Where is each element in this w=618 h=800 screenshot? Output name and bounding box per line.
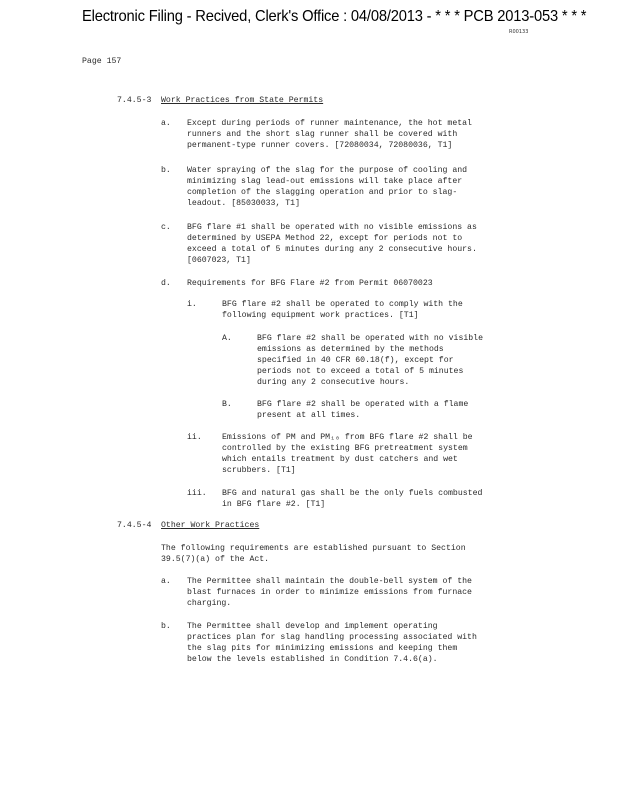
paragraph-line: Except during periods of runner maintenance, the hot metal <box>187 119 472 128</box>
section-title: Work Practices from State Permits <box>161 96 324 105</box>
paragraph-line: completion of the slagging operation and prior to slag- <box>187 188 458 197</box>
paragraph-line: Requirements for BFG Flare #2 from Permit 06070023 <box>187 279 433 288</box>
item-label: d. <box>161 279 171 288</box>
item-label: b. <box>161 166 171 175</box>
paragraph-line: in BFG flare #2. [T1] <box>222 500 326 509</box>
section-title: Other Work Practices <box>161 521 260 530</box>
paragraph-line: minimizing slag lead-out emissions will take place after <box>187 177 463 186</box>
section-number: 7.4.5-4 <box>117 521 152 530</box>
paragraph-line: specified in 40 CFR 60.18(f), except for <box>257 356 454 365</box>
item-label: iii. <box>187 489 207 498</box>
paragraph-line: practices plan for slag handling processing associated with <box>187 633 477 642</box>
item-label: c. <box>161 223 171 232</box>
paragraph-line: Water spraying of the slag for the purpose of cooling and <box>187 166 468 175</box>
item-label: i. <box>187 300 197 309</box>
paragraph-line: Emissions of PM and PM₁₀ from BFG flare #2 shall be <box>222 433 473 442</box>
paragraph-line: below the levels established in Condition 7.4.6(a). <box>187 655 438 664</box>
stamp-code: R00133 <box>509 29 529 35</box>
paragraph-line: the slag pits for minimizing emissions and keeping them <box>187 644 458 653</box>
paragraph-line: runners and the short slag runner shall be covered with <box>187 130 458 139</box>
paragraph-line: present at all times. <box>257 411 361 420</box>
paragraph-line: following equipment work practices. [T1] <box>222 311 419 320</box>
paragraph-line: blast furnaces in order to minimize emissions from furnace <box>187 588 472 597</box>
item-label: a. <box>161 119 171 128</box>
paragraph-line: The following requirements are established pursuant to Section <box>161 544 466 553</box>
item-label: B. <box>222 400 232 409</box>
paragraph-line: BFG flare #2 shall be operated with no visible <box>257 334 484 343</box>
paragraph-line: BFG flare #2 shall be operated to comply with the <box>222 300 463 309</box>
paragraph-line: scrubbers. [T1] <box>222 466 296 475</box>
filing-stamp: Electronic Filing - Recived, Clerk's Office : 04/08/2013 - * * * PCB 2013-053 * * * <box>82 8 587 25</box>
paragraph-line: emissions as determined by the methods <box>257 345 444 354</box>
item-label: a. <box>161 577 171 586</box>
paragraph-line: BFG flare #2 shall be operated with a flame <box>257 400 469 409</box>
paragraph-line: 39.5(7)(a) of the Act. <box>161 555 270 564</box>
paragraph-line: [0607023, T1] <box>187 256 251 265</box>
item-label: A. <box>222 334 232 343</box>
paragraph-line: controlled by the existing BFG pretreatment system <box>222 444 468 453</box>
item-label: ii. <box>187 433 202 442</box>
paragraph-line: permanent-type runner covers. [72080034, 72080036, T1] <box>187 141 453 150</box>
item-label: b. <box>161 622 171 631</box>
paragraph-line: which entails treatment by dust catchers and wet <box>222 455 458 464</box>
paragraph-line: BFG flare #1 shall be operated with no visible emissions as <box>187 223 477 232</box>
paragraph-line: periods not to exceed a total of 5 minutes <box>257 367 464 376</box>
paragraph-line: charging. <box>187 599 232 608</box>
paragraph-line: during any 2 consecutive hours. <box>257 378 410 387</box>
paragraph-line: determined by USEPA Method 22, except for periods not to <box>187 234 463 243</box>
section-number: 7.4.5-3 <box>117 96 152 105</box>
paragraph-line: The Permittee shall maintain the double-bell system of the <box>187 577 472 586</box>
paragraph-line: leadout. [85030033, T1] <box>187 199 301 208</box>
page-label: Page 157 <box>82 57 122 66</box>
paragraph-line: BFG and natural gas shall be the only fuels combusted <box>222 489 483 498</box>
paragraph-line: exceed a total of 5 minutes during any 2 consecutive hours. <box>187 245 477 254</box>
paragraph-line: The Permittee shall develop and implement operating <box>187 622 438 631</box>
